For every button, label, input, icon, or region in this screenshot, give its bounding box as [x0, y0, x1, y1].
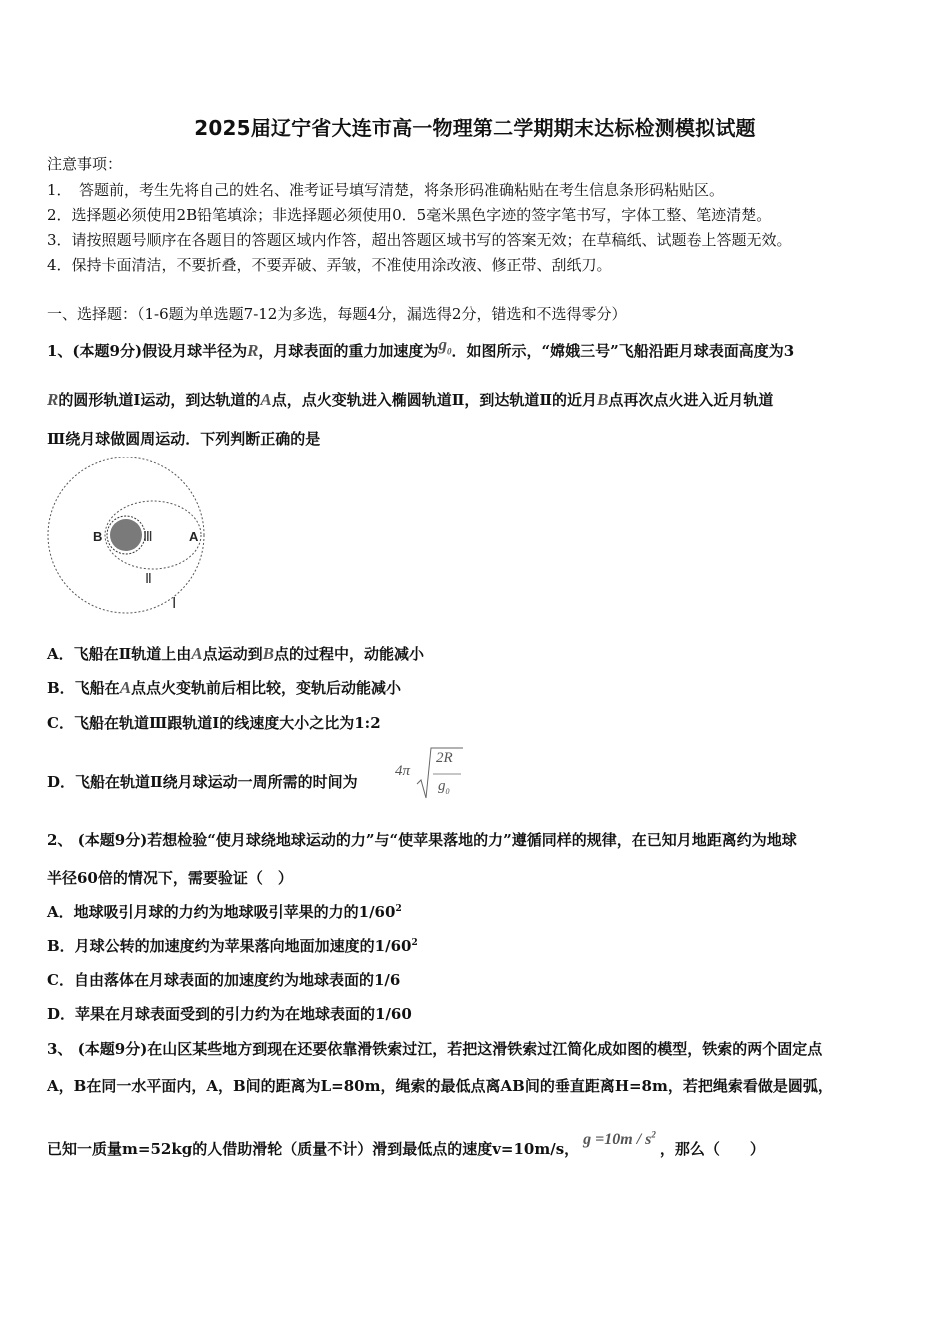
- q2-option-d: D．苹果在月球表面受到的引力约为在地球表面的1/60: [47, 1005, 412, 1023]
- q2-option-a: A．地球吸引月球的力约为地球吸引苹果的力的$1/60^2$: [47, 903, 402, 921]
- q1-option-d: D．飞船在轨道Ⅱ绕月球运动一周所需的时间为: [47, 773, 358, 791]
- q2-line-2: 半径60倍的情况下，需要验证（ ）: [47, 869, 293, 887]
- label-B: B: [93, 529, 103, 544]
- notice-item-4: 4．保持卡面清洁，不要折叠，不要弄破、弄皱，不准使用涂改液、修正带、刮纸刀。: [47, 256, 612, 274]
- var-R2: R: [47, 390, 59, 409]
- q2-line-1: 2、 (本题9分)若想检验“使月球绕地球运动的力”与“使苹果落地的力”遵循同样的规律，在已知月地距离约为地球: [47, 831, 797, 849]
- notice-heading: 注意事项：: [47, 155, 123, 173]
- q2-option-b: B．月球公转的加速度约为苹果落向地面加速度的$1/60^2$: [47, 937, 418, 955]
- formula-period: 4π 2R $g_0$: [395, 746, 465, 802]
- var-R: R: [247, 341, 259, 360]
- q3-line-2: A，B在同一水平面内，A，B间的距离为L=80m，绳索的最低点离AB间的垂直距离H=8m，若把绳索看做是圆弧，: [47, 1077, 833, 1095]
- moon: [110, 519, 142, 551]
- label-I: Ⅰ: [172, 596, 177, 612]
- q1-line-1: [47, 335, 795, 362]
- notice-item-1: 1． 答题前，考生先将自己的姓名、准考证号填写清楚，将条形码准确粘贴在考生信息条形码粘贴区。: [47, 181, 725, 199]
- var-g0: $g_0$: [438, 335, 452, 357]
- label-III: Ⅲ: [143, 530, 153, 545]
- var-B: B: [597, 390, 609, 409]
- orbit-diagram: [44, 457, 214, 617]
- q1-option-a: A．飞船在Ⅱ轨道上由A点运动到B点的过程中，动能减小: [47, 644, 424, 663]
- q3-line-3: 已知一质量m=52kg的人借助滑轮（质量不计）滑到最低点的速度v=10m/s，$g =10m / s^2$，那么（ ）: [47, 1129, 765, 1158]
- q2-option-c: C．自由落体在月球表面的加速度约为地球表面的1/6: [47, 971, 401, 989]
- q1-option-b: B．飞船在A点点火变轨前后相比较，变轨后动能减小: [47, 678, 402, 697]
- section-heading: 一、选择题：（1-6题为单选题7-12为多选，每题4分，漏选得2分，错选和不选得零分）: [47, 305, 627, 323]
- notice-item-2: 2．选择题必须使用2B铅笔填涂；非选择题必须使用0．5毫米黑色字迹的签字笔书写，字体工整、笔迹清楚。: [47, 206, 772, 224]
- q1-line-2: R的圆形轨道Ⅰ运动，到达轨道的A点，点火变轨进入椭圆轨道Ⅱ，到达轨道Ⅱ的近月B点再次点火进入近月轨道: [47, 390, 774, 409]
- q3-line-1: 3、 (本题9分)在山区某些地方到现在还要依靠滑铁索过江，若把这滑铁索过江简化成如图的模型，铁索的两个固定点: [47, 1040, 823, 1058]
- page-title: 2025届辽宁省大连市高一物理第二学期期末达标检测模拟试题: [194, 116, 756, 140]
- q1-text-1: 1、(本题9分)假设月球半径为: [47, 342, 248, 360]
- q1-text-3: ．如图所示，“嫦娥三号”飞船沿距月球表面高度为3: [451, 342, 795, 360]
- var-A: A: [260, 390, 272, 409]
- q1-line-3: Ⅲ绕月球做圆周运动．下列判断正确的是: [47, 430, 321, 448]
- q1-option-c: C．飞船在轨道Ⅲ跟轨道Ⅰ的线速度大小之比为1:2: [47, 714, 381, 732]
- notice-item-3: 3．请按照题号顺序在各题目的答题区域内作答，超出答题区域书写的答案无效；在草稿纸、试题卷上答题无效。: [47, 231, 792, 249]
- label-II: Ⅱ: [145, 572, 152, 587]
- formula-g: $g =10m / s^2$: [583, 1129, 656, 1148]
- q1-text-2: ，月球表面的重力加速度为: [258, 342, 439, 360]
- label-A: A: [189, 529, 199, 544]
